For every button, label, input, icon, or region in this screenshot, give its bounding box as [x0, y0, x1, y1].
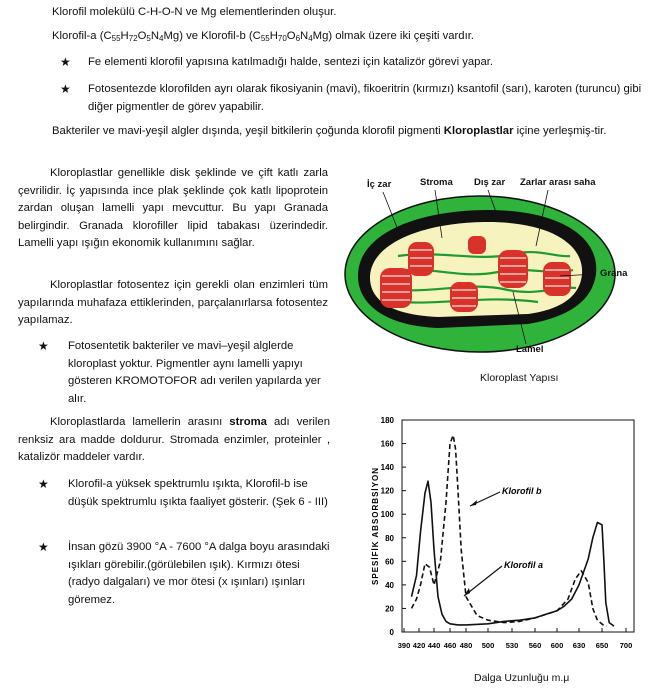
subscript: 6 — [295, 34, 301, 43]
y-tick-label: 120 — [380, 486, 394, 496]
label-zarlar-arasi: Zarlar arası saha — [520, 177, 596, 188]
y-tick-label: 140 — [380, 463, 394, 473]
chart-ylabel: SPESİFİK ABSORBSİYON — [371, 467, 380, 585]
star-bullet-icon: ★ — [38, 540, 49, 554]
x-tick-label: 530 — [505, 641, 519, 650]
subscript: 4 — [159, 34, 164, 43]
x-tick-label: 440 — [427, 641, 441, 650]
paragraph-text: Klorofil molekülü C-H-O-N ve Mg elementlerinden oluşur. — [52, 6, 337, 18]
y-tick-label: 20 — [385, 604, 394, 614]
text: Mg) olmak üzere iki çeşiti vardır. — [312, 30, 475, 42]
series-line-klorofil-b — [412, 435, 607, 626]
series-line-klorofil-a — [412, 481, 615, 626]
bullet-chromatophore: Fotosentetik bakteriler ve mavi–yeşil alglerde kloroplast yoktur. Pigmentler aynı lamelli yapıyı gösteren KROMOTOFOR adı verilen yapılarda yer alır. — [68, 340, 321, 405]
subscript: 55 — [111, 34, 121, 43]
text: O — [286, 30, 296, 42]
subscript: 5 — [146, 34, 151, 43]
bold-term: stroma — [229, 416, 267, 428]
label-dis-zar: Dış zar — [474, 177, 506, 188]
label-grana: Grana — [600, 268, 628, 279]
text: Bakteriler ve mavi-yeşil algler dışında, yeşil bitkilerin çoğunda klorofil pigmenti — [52, 125, 444, 137]
chart-xlabel: Dalga Uzunluğu m.μ — [474, 672, 570, 684]
label-stroma: Stroma — [420, 177, 453, 188]
x-tick-label: 500 — [481, 641, 495, 650]
x-tick-label: 650 — [595, 641, 609, 650]
paragraph-chlorophyll-types — [52, 28, 642, 46]
granum — [468, 236, 486, 254]
y-tick-label: 180 — [380, 416, 394, 425]
text: H — [269, 30, 278, 42]
paragraph-elements — [52, 4, 632, 22]
x-tick-label: 420 — [412, 641, 426, 650]
diagram-caption: Kloroplast Yapısı — [480, 372, 559, 384]
subscript: 4 — [308, 34, 313, 43]
text: O — [137, 30, 147, 42]
granum — [408, 242, 434, 276]
y-tick-label: 60 — [385, 557, 394, 567]
bullet-other-pigments: Fotosentezde klorofilden ayrı olarak fikosiyanin (mavi), fikoeritrin (kırmızı) ksantofil (sarı), karoten (turuncu) gibi diğer pigmentler de görev yapabilir. — [88, 83, 642, 113]
plot-frame — [402, 420, 634, 632]
label-lamel: Lamel — [516, 344, 544, 355]
x-tick-label: 480 — [459, 641, 473, 650]
text: N — [150, 30, 160, 42]
text: içine yerleşmiş-tir. — [513, 125, 607, 137]
y-tick-label: 160 — [380, 439, 394, 449]
paragraph-chloroplast-location — [18, 123, 646, 141]
label-ic-zar: İç zar — [367, 179, 392, 190]
granum — [543, 262, 571, 296]
x-tick-label: 460 — [443, 641, 457, 650]
annotation-klorofil-b: Klorofil b — [502, 486, 542, 496]
text: Kloroplastlarda lamellerin arasını — [50, 416, 230, 428]
star-bullet-icon: ★ — [60, 82, 71, 96]
y-tick-label: 100 — [380, 510, 394, 520]
text: N — [300, 30, 309, 42]
bullet-chlorophyll-spectrum: Klorofil-a yüksek spektrumlu ışıkta, Klorofil-b ise düşük spektrumlu ışıkta faaliyet gösterir. (Şek 6 - III) — [68, 478, 328, 508]
text: Mg) ve Klorofil-b (C — [163, 30, 261, 42]
y-tick-label: 40 — [385, 580, 394, 590]
annotation-klorofil-a: Klorofil a — [504, 560, 544, 570]
absorption-chart — [352, 412, 650, 692]
subscript: 72 — [128, 34, 138, 43]
y-tick-label: 0 — [389, 628, 394, 637]
star-bullet-icon: ★ — [38, 477, 49, 491]
text: H — [120, 30, 129, 42]
annotation-arrow — [464, 566, 502, 596]
bold-term: Kloroplastlar — [443, 125, 514, 137]
granum — [450, 282, 478, 312]
y-tick-label: 80 — [385, 533, 394, 543]
x-tick-label: 700 — [619, 641, 633, 650]
x-tick-label: 390 — [397, 641, 411, 650]
paragraph-stroma — [18, 414, 330, 467]
bullet-fe-catalyst: Fe elementi klorofil yapısına katılmadığı halde, sentezi için katalizör görevi yapar. — [88, 56, 494, 68]
x-tick-label: 600 — [550, 641, 564, 650]
granum — [380, 268, 412, 308]
text: Klorofil-a (C — [52, 30, 112, 42]
bullet-visible-light: İnsan gözü 3900 °A - 7600 °A dalga boyu arasındaki ışıkları görebilir.(görülebilen ışık). Kırmızı ötesi (radyo dalgaları) ve mor ötesi (x ışınları) ışınları göremez. — [68, 541, 330, 606]
subscript: 70 — [277, 34, 287, 43]
star-bullet-icon: ★ — [38, 339, 49, 353]
text: adı verilen renksiz ara madde doldurur. Stromada enzimler, proteinler , katalizör maddeler vardır. — [18, 416, 330, 463]
star-bullet-icon: ★ — [60, 55, 71, 69]
paragraph-chloroplast-structure: Kloroplastlar genellikle disk şeklinde ve çift katlı zarla çevrilidir. İç yapısında ince plak şeklinde çok katlı lipoprotein zardan oluşan lamelli yapı mevcuttur. Bu yapı Granada belirgindir. Granada klorofiller lipid tabakası üzerindedir. Lamelli yapı ışığın ekonomik kullanımını sağlar. — [18, 167, 328, 249]
subscript: 55 — [260, 34, 270, 43]
paragraph-enzymes: Kloroplastlar fotosentez için gerekli olan enzimleri tüm yapılarında muhafaza ettiklerinden, parçalanırlarsa fotosentez yapılamaz. — [18, 279, 328, 326]
x-tick-label: 560 — [528, 641, 542, 650]
x-tick-label: 630 — [572, 641, 586, 650]
